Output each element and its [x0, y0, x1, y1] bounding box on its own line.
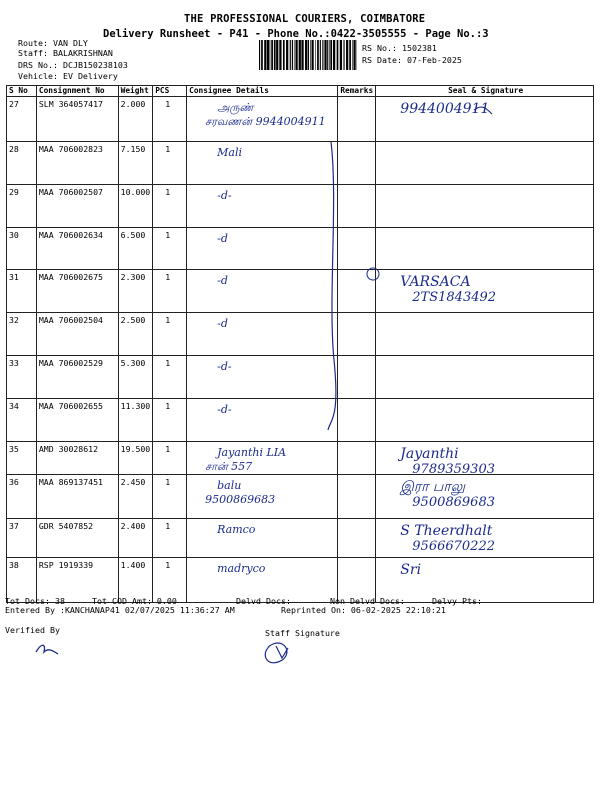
cell-weight: 2.000 [118, 97, 153, 142]
verified-by-label: Verified By [5, 625, 60, 635]
cell-sno: 38 [7, 558, 37, 603]
runsheet-title: Delivery Runsheet - P41 - Phone No.:0422-3505555 - Page No.:3 [103, 28, 489, 40]
barcode-bar [308, 40, 309, 70]
signature-handwriting: 9566670222 [412, 539, 495, 554]
cell-consignee-details [187, 270, 338, 313]
consignee-handwriting: Jayanthi LIA [217, 446, 287, 459]
cell-pcs: 1 [153, 558, 187, 603]
cell-remarks [338, 356, 376, 399]
signature-handwriting: இரா பாலு [400, 479, 466, 495]
barcode-bar [286, 40, 288, 70]
table-row [7, 475, 594, 519]
cell-consignee-details [187, 519, 338, 558]
signature-handwriting: VARSACA [400, 274, 471, 290]
cell-consignee-details [187, 399, 338, 442]
col-header-remarks: Remarks [338, 86, 376, 97]
vehicle-label: Vehicle: EV Delivery [18, 71, 118, 81]
cell-consignment-no: MAA 706002529 [36, 356, 118, 399]
barcode-bar [295, 40, 297, 70]
rs-no-label: RS No.: 1502381 [362, 43, 437, 53]
table-row [7, 356, 594, 399]
table-header-row [7, 86, 594, 97]
barcode-bar [301, 40, 303, 70]
table-row [7, 399, 594, 442]
cell-sno: 35 [7, 442, 37, 475]
cell-pcs: 1 [153, 399, 187, 442]
cell-seal-signature [376, 519, 594, 558]
cell-pcs: 1 [153, 97, 187, 142]
cell-consignee-details [187, 142, 338, 185]
cell-seal-signature [376, 228, 594, 270]
cell-consignment-no: MAA 706002507 [36, 185, 118, 228]
runsheet-table [6, 85, 594, 603]
barcode-bar [324, 40, 326, 70]
barcode-bar [333, 40, 335, 70]
cell-weight: 2.400 [118, 519, 153, 558]
cell-consignee-details [187, 185, 338, 228]
signature-handwriting: 9789359303 [412, 462, 495, 477]
barcode-bar [294, 40, 295, 70]
table-row [7, 228, 594, 270]
entered-by: Entered By :KANCHANAP41 02/07/2025 11:36:27 AM [5, 605, 235, 615]
cell-seal-signature [376, 313, 594, 356]
cell-consignment-no: RSP 1919339 [36, 558, 118, 603]
cell-pcs: 1 [153, 519, 187, 558]
cell-consignment-no: MAA 706002823 [36, 142, 118, 185]
cell-consignment-no: MAA 706002504 [36, 313, 118, 356]
cell-pcs: 1 [153, 356, 187, 399]
barcode-bar [346, 40, 348, 70]
cell-remarks [338, 228, 376, 270]
consignee-handwriting: -d [217, 232, 228, 245]
barcode-bar [274, 40, 276, 70]
cell-sno: 32 [7, 313, 37, 356]
barcode-bar [292, 40, 293, 70]
barcode-bar [343, 40, 344, 70]
cell-sno: 28 [7, 142, 37, 185]
cell-weight: 2.300 [118, 270, 153, 313]
table-row [7, 142, 594, 185]
cell-consignment-no: MAA 706002634 [36, 228, 118, 270]
table-row [7, 97, 594, 142]
cell-sno: 36 [7, 475, 37, 519]
table-row [7, 313, 594, 356]
barcode-bar [264, 40, 266, 70]
staff-label: Staff: BALAKRISHNAN [18, 48, 113, 58]
barcode-bar [310, 40, 311, 70]
cell-consignee-details [187, 313, 338, 356]
col-header-pcs: PCS [153, 86, 187, 97]
cell-weight: 10.000 [118, 185, 153, 228]
cell-seal-signature [376, 475, 594, 519]
cell-sno: 34 [7, 399, 37, 442]
cell-remarks [338, 185, 376, 228]
col-header-consignment: Consignment No [36, 86, 118, 97]
consignee-handwriting: 9500869683 [205, 493, 276, 506]
cell-consignment-no: SLM 364057417 [36, 97, 118, 142]
cell-weight: 2.450 [118, 475, 153, 519]
cell-consignee-details [187, 228, 338, 270]
reprinted-on: Reprinted On: 06-02-2025 22:10:21 [281, 605, 446, 615]
consignee-handwriting: -d- [217, 189, 232, 202]
barcode-bar [330, 40, 332, 70]
cell-weight: 19.500 [118, 442, 153, 475]
cell-seal-signature [376, 356, 594, 399]
barcode-bar [353, 40, 355, 70]
cell-seal-signature [376, 399, 594, 442]
delvd-docs: Delvd Docs: [236, 596, 291, 606]
signature-handwriting: 9944004911 [400, 101, 490, 117]
cell-consignment-no: AMD 30028612 [36, 442, 118, 475]
cell-pcs: 1 [153, 185, 187, 228]
barcode-bar [315, 40, 316, 70]
barcode-bar [305, 40, 307, 70]
barcode-bar [312, 40, 314, 70]
cell-seal-signature [376, 142, 594, 185]
table-row [7, 519, 594, 558]
cell-sno: 33 [7, 356, 37, 399]
barcode-bar [327, 40, 328, 70]
barcode-bar [349, 40, 351, 70]
cell-consignee-details [187, 475, 338, 519]
table-row [7, 442, 594, 475]
cell-weight: 11.300 [118, 399, 153, 442]
consignee-handwriting: சான் 557 [205, 460, 253, 473]
cell-sno: 31 [7, 270, 37, 313]
tot-docs: Tot Docs: 38 [5, 596, 65, 606]
consignee-handwriting: Ramco [217, 523, 256, 536]
barcode-bar [299, 40, 301, 70]
cell-consignment-no: MAA 706002655 [36, 399, 118, 442]
barcode-bar [271, 40, 273, 70]
signature-handwriting: 2TS1843492 [412, 290, 497, 305]
cell-seal-signature [376, 270, 594, 313]
cell-sno: 37 [7, 519, 37, 558]
cell-remarks [338, 142, 376, 185]
consignee-handwriting: சரவணன் 9944004911 [205, 115, 326, 128]
cell-sno: 29 [7, 185, 37, 228]
cell-seal-signature [376, 442, 594, 475]
col-header-signature: Seal & Signature [376, 86, 594, 97]
company-title: THE PROFESSIONAL COURIERS, COIMBATORE [184, 13, 426, 25]
barcode-bar [329, 40, 330, 70]
cell-consignment-no: MAA 706002675 [36, 270, 118, 313]
rs-date-label: RS Date: 07-Feb-2025 [362, 55, 462, 65]
barcode-bar [344, 40, 345, 70]
consignee-handwriting: -d- [217, 403, 232, 416]
col-header-sno: S No [7, 86, 37, 97]
consignee-handwriting: Mali [217, 146, 242, 159]
cell-pcs: 1 [153, 142, 187, 185]
cell-sno: 27 [7, 97, 37, 142]
delvy-pts: Delvy Pts: [432, 596, 482, 606]
cell-remarks [338, 442, 376, 475]
route-label: Route: VAN DLY [18, 38, 88, 48]
staff-signature-label: Staff Signature [265, 628, 340, 638]
cell-weight: 6.500 [118, 228, 153, 270]
col-header-weight: Weight [118, 86, 153, 97]
barcode-image [259, 40, 357, 70]
cell-seal-signature [376, 558, 594, 603]
cell-weight: 2.500 [118, 313, 153, 356]
consignee-handwriting: balu [217, 479, 242, 492]
signature-handwriting: 9500869683 [412, 495, 495, 510]
consignee-handwriting: madryco [217, 562, 266, 575]
barcode-bar [279, 40, 281, 70]
col-header-consignee: Consignee Details [187, 86, 338, 97]
cell-weight: 5.300 [118, 356, 153, 399]
cell-seal-signature [376, 97, 594, 142]
barcode-bar [283, 40, 285, 70]
cell-pcs: 1 [153, 228, 187, 270]
cell-pcs: 1 [153, 313, 187, 356]
barcode-bar [337, 40, 339, 70]
barcode-bar [276, 40, 278, 70]
barcode-bar [320, 40, 321, 70]
cell-consignee-details [187, 97, 338, 142]
cell-pcs: 1 [153, 475, 187, 519]
cell-remarks [338, 475, 376, 519]
cell-consignment-no: GDR 5407852 [36, 519, 118, 558]
table-row [7, 270, 594, 313]
cell-consignment-no: MAA 869137451 [36, 475, 118, 519]
cell-consignee-details [187, 356, 338, 399]
barcode-bar [261, 40, 263, 70]
barcode-bar [267, 40, 269, 70]
signature-handwriting: Sri [400, 562, 422, 578]
signature-handwriting: S Theerdhalt [400, 523, 493, 539]
cell-sno: 30 [7, 228, 37, 270]
cell-consignee-details [187, 442, 338, 475]
cell-pcs: 1 [153, 442, 187, 475]
barcode-bar [322, 40, 323, 70]
cell-remarks [338, 97, 376, 142]
cell-pcs: 1 [153, 270, 187, 313]
barcode-bar [340, 40, 342, 70]
signature-handwriting: Jayanthi [400, 446, 459, 462]
cell-seal-signature [376, 185, 594, 228]
cell-remarks [338, 270, 376, 313]
cell-weight: 1.400 [118, 558, 153, 603]
consignee-handwriting: -d [217, 317, 228, 330]
barcode-bar [290, 40, 291, 70]
table-row [7, 185, 594, 228]
barcode-bar [259, 40, 260, 70]
drs-label: DRS No.: DCJB150238103 [18, 60, 128, 70]
barcode-bar [352, 40, 353, 70]
cell-remarks [338, 519, 376, 558]
consignee-handwriting: அருண் [217, 101, 254, 114]
tot-cod-amt: Tot COD Amt: 0.00 [92, 596, 177, 606]
barcode-bar [317, 40, 319, 70]
non-delvd-docs: Non Delvd Docs: [330, 596, 405, 606]
cell-remarks [338, 399, 376, 442]
cell-weight: 7.150 [118, 142, 153, 185]
barcode-bar [270, 40, 271, 70]
consignee-handwriting: -d- [217, 360, 232, 373]
cell-remarks [338, 313, 376, 356]
consignee-handwriting: -d [217, 274, 228, 287]
